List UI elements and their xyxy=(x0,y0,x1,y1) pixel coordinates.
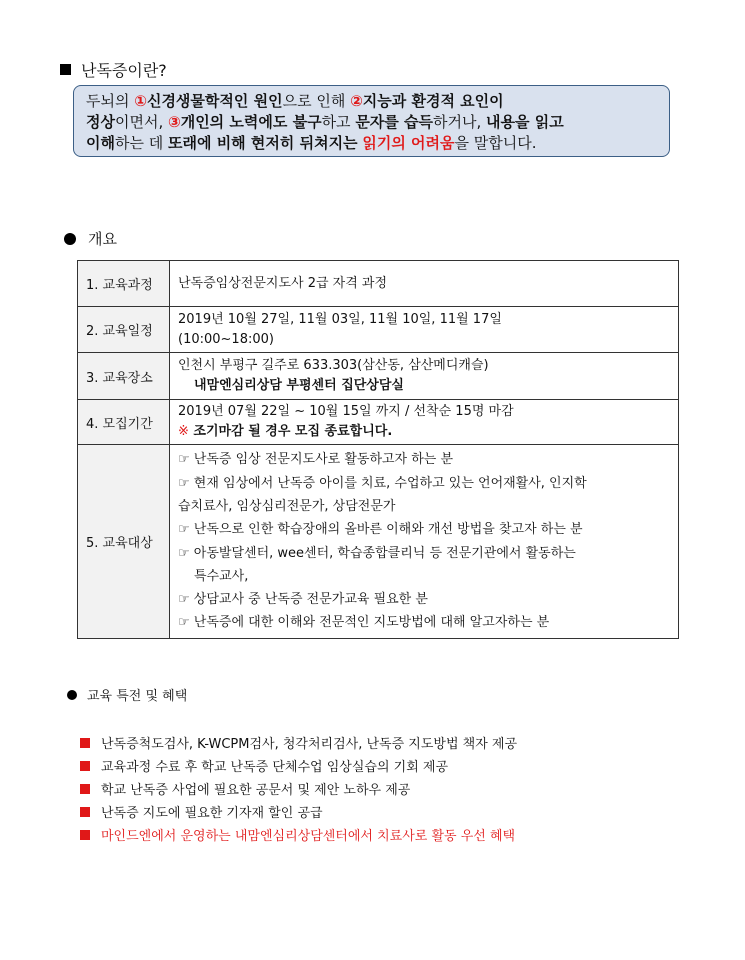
benefit-text: 교육과정 수료 후 학교 난독증 단체수업 임상실습의 기회 제공 xyxy=(101,760,449,775)
benefits-heading xyxy=(67,685,187,704)
marker-3: ③ xyxy=(168,113,181,131)
definition-highlight-term: 읽기의 어려움 xyxy=(362,134,455,152)
benefits-list xyxy=(80,731,517,846)
definition-text: 하고 xyxy=(321,113,356,131)
red-square-bullet-icon xyxy=(80,738,90,748)
definition-line-3 xyxy=(86,133,659,154)
table-row-schedule xyxy=(78,307,679,353)
list-item xyxy=(80,754,517,777)
overview-heading xyxy=(64,228,117,249)
target-item: ☞ 상담교사 중 난독증 전문가교육 필요한 분 xyxy=(178,592,428,608)
marker-1: ① xyxy=(134,92,147,110)
recruit-note-text: 조기마감 될 경우 모집 종료합니다. xyxy=(188,424,393,439)
target-item-continued: 습치료사, 임상심리전문가, 상담전문가 xyxy=(178,498,396,514)
definition-key-term: 개인의 노력에도 불구 xyxy=(180,113,322,131)
recruit-period: 2019년 07월 22일 ~ 10월 15일 까지 / 선착순 15명 마감 xyxy=(178,404,514,419)
row-value-target xyxy=(170,445,679,639)
location-venue: 내맘엔심리상담 부평센터 집단상담실 xyxy=(194,378,404,393)
table-row-target xyxy=(78,445,679,639)
benefit-text: 학교 난독증 사업에 필요한 공문서 및 제안 노하우 제공 xyxy=(101,783,411,798)
target-item-continued: 특수교사, xyxy=(194,568,249,584)
schedule-dates: 2019년 10월 27일, 11월 03일, 11월 10일, 11월 17일 xyxy=(178,311,502,327)
list-item xyxy=(80,800,517,823)
table-row-location xyxy=(78,353,679,400)
list-item xyxy=(80,777,517,800)
definition-text: 하는 데 xyxy=(114,134,168,152)
definition-box xyxy=(73,85,670,157)
definition-key-term: 지능과 환경적 요인이 xyxy=(362,92,504,110)
definition-text: 하거나, xyxy=(433,113,487,131)
row-value-location xyxy=(170,353,679,400)
red-square-bullet-icon xyxy=(80,784,90,794)
note-mark-icon: ※ xyxy=(178,424,189,439)
benefit-text: 난독증 지도에 필요한 기자재 할인 공급 xyxy=(101,806,323,821)
definition-line-1 xyxy=(86,91,659,112)
definition-key-term: 정상 xyxy=(86,113,115,131)
schedule-time: (10:00~18:00) xyxy=(178,331,274,347)
marker-2: ② xyxy=(350,92,363,110)
definition-text: 이면서, xyxy=(114,113,168,131)
definition-key-term: 또래에 비해 현저히 뒤쳐지는 xyxy=(168,134,358,152)
row-value-schedule xyxy=(170,307,679,353)
row-label-schedule: 2. 교육일정 xyxy=(78,307,170,353)
target-item: ☞ 아동발달센터, wee센터, 학습종합클리닉 등 전문기관에서 활동하는 xyxy=(178,545,576,561)
definition-heading xyxy=(60,58,167,81)
target-item: ☞ 현재 임상에서 난독증 아이를 치료, 수업하고 있는 언어재활사, 인지학 xyxy=(178,475,587,491)
row-label-target: 5. 교육대상 xyxy=(78,445,170,639)
red-square-bullet-icon xyxy=(80,807,90,817)
list-item xyxy=(80,823,517,846)
target-item: ☞ 난독증 임상 전문지도사로 활동하고자 하는 분 xyxy=(178,452,454,468)
definition-key-term: 이해 xyxy=(86,134,115,152)
list-item xyxy=(80,731,517,754)
definition-key-term: 신경생물학적인 원인 xyxy=(146,92,283,110)
definition-key-term: 문자를 습득 xyxy=(355,113,433,131)
square-bullet-icon xyxy=(60,64,71,75)
definition-text: 을 말합니다. xyxy=(454,134,537,152)
overview-table xyxy=(77,260,679,639)
benefit-text-highlight: 마인드엔에서 운영하는 내맘엔심리상담센터에서 치료사로 활동 우선 혜택 xyxy=(101,829,516,844)
recruit-note xyxy=(178,422,672,442)
red-square-bullet-icon xyxy=(80,761,90,771)
circle-bullet-icon xyxy=(67,690,77,700)
location-address: 인천시 부평구 길주로 633.303(삼산동, 삼산메디캐슬) xyxy=(178,358,489,373)
overview-heading-text: 개요 xyxy=(88,230,117,248)
definition-key-term: 내용을 읽고 xyxy=(486,113,564,131)
row-label-course: 1. 교육과정 xyxy=(78,261,170,307)
row-value-course: 난독증임상전문지도사 2급 자격 과정 xyxy=(170,261,679,307)
table-row-course xyxy=(78,261,679,307)
target-item: ☞ 난독증에 대한 이해와 전문적인 지도방법에 대해 알고자하는 분 xyxy=(178,615,550,631)
benefits-heading-text: 교육 특전 및 혜택 xyxy=(87,689,188,704)
table-row-recruit xyxy=(78,400,679,445)
circle-bullet-icon xyxy=(64,233,76,245)
row-label-recruit: 4. 모집기간 xyxy=(78,400,170,445)
definition-text: 으로 인해 xyxy=(282,92,351,110)
red-square-bullet-icon xyxy=(80,830,90,840)
row-value-recruit xyxy=(170,400,679,445)
definition-line-2 xyxy=(86,112,659,133)
row-label-location: 3. 교육장소 xyxy=(78,353,170,400)
definition-text: 두뇌의 xyxy=(86,92,135,110)
definition-heading-text: 난독증이란? xyxy=(81,61,167,80)
benefit-text: 난독증척도검사, K-WCPM검사, 청각처리검사, 난독증 지도방법 책자 제공 xyxy=(101,737,518,752)
target-item: ☞ 난독으로 인한 학습장애의 올바른 이해와 개선 방법을 찾고자 하는 분 xyxy=(178,522,583,538)
